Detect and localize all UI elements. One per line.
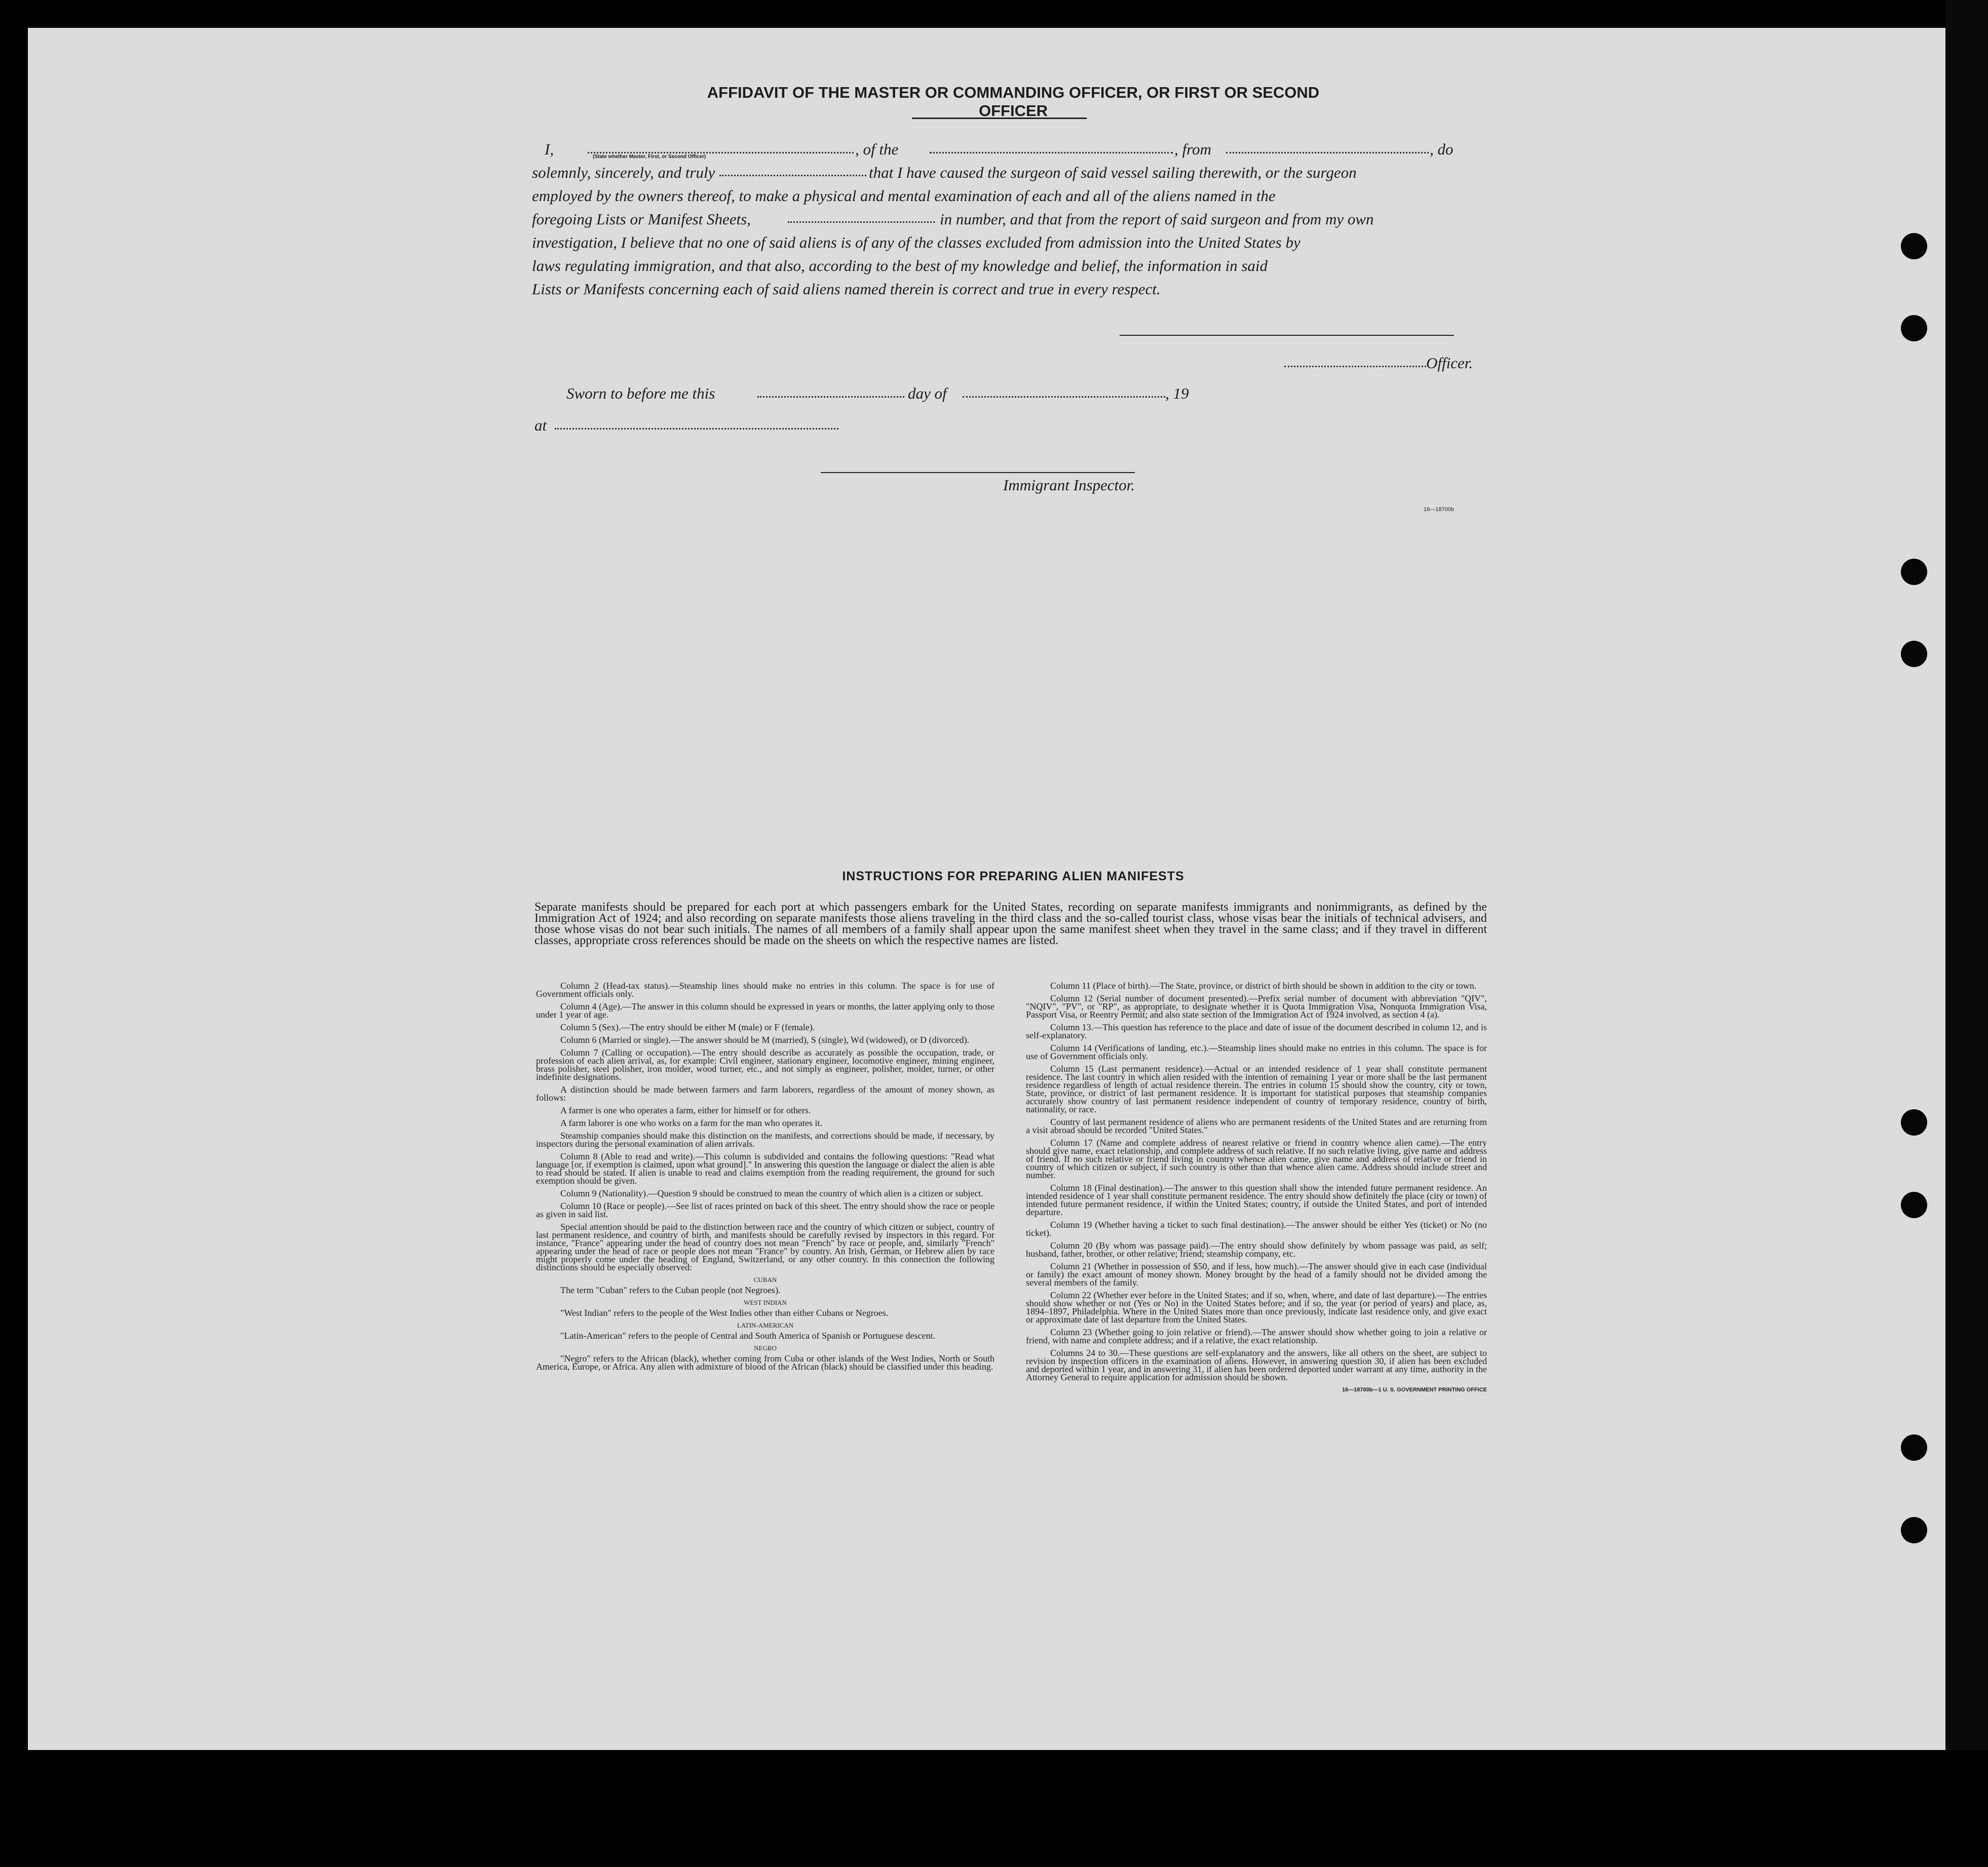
rank-note: (State whether Master, First, or Second Officer) bbox=[593, 154, 706, 160]
farm-laborer-definition: A farm laborer is one who works on a farm for the man who operates it. bbox=[560, 1118, 822, 1128]
place-blank bbox=[555, 428, 838, 430]
do-label: , do bbox=[1430, 140, 1454, 158]
affidavit-line6: laws regulating immigration, and that also, according to the best of my knowledge and belief, the information in said bbox=[532, 257, 1268, 275]
column-5-instruction: Column 5 (Sex).—The entry should be either M (male) or F (female). bbox=[560, 1022, 815, 1032]
latin-american-heading: LATIN-AMERICAN bbox=[737, 1321, 794, 1329]
sworn-day-blank bbox=[757, 396, 904, 398]
punch-hole bbox=[1901, 559, 1927, 585]
column-18-instruction: Column 18 (Final destination).—The answer to this question shall show the intended future permanent residence. An intended residence of 1 year shall constitute permanent residence. The entry should show definitely the place (city or town) of intended future permanent residence, if within the United States; country, if outside the United States, and port of intended departure. bbox=[1026, 1183, 1487, 1217]
title-underline bbox=[912, 118, 1087, 119]
swear-blank bbox=[719, 175, 866, 176]
printing-office-footer: 16—18700b—1 U. S. GOVERNMENT PRINTING OFFICE bbox=[1342, 1387, 1487, 1393]
from-blank bbox=[1226, 152, 1429, 153]
officer-blank bbox=[1284, 366, 1426, 367]
scan-border bbox=[1945, 0, 1988, 1750]
column-19-instruction: Column 19 (Whether having a ticket to such final destination).—The answer should be either Yes (ticket) or No (no ticket). bbox=[1026, 1220, 1487, 1238]
column-23-instruction: Column 23 (Whether going to join relative or friend).—The answer should show whether going to join a relative or friend, with name and complete address; and if a relative, the exact relationship. bbox=[1026, 1327, 1487, 1345]
west-indian-definition: "West Indian" refers to the people of the West Indies other than either Cubans or Negroes. bbox=[560, 1308, 889, 1318]
year-label: , 19 bbox=[1165, 384, 1189, 402]
affidavit-line5: investigation, I believe that no one of said aliens is of any of the classes excluded from admission into the United States by bbox=[532, 234, 1301, 251]
instructions-right-column bbox=[1026, 982, 1487, 1394]
punch-hole bbox=[1901, 315, 1927, 341]
column-2-instruction: Column 2 (Head-tax status).—Steamship lines should make no entries in this column. The space is for use of Government officials only. bbox=[536, 981, 995, 999]
affidavit-line3: employed by the owners thereof, to make a physical and mental examination of each and all of the aliens named in the bbox=[532, 187, 1276, 205]
inspector-line bbox=[821, 472, 1135, 473]
officer-rank-blank bbox=[588, 152, 854, 153]
farmer-definition: A farmer is one who operates a farm, either for himself or for others. bbox=[560, 1105, 811, 1115]
affidavit-I: I, bbox=[545, 140, 554, 158]
farmer-distinction: A distinction should be made between farmers and farm laborers, regardless of the amount of money shown, as follows: bbox=[536, 1084, 995, 1103]
cuban-heading: CUBAN bbox=[753, 1276, 777, 1283]
cuban-definition: The term "Cuban" refers to the Cuban people (not Negroes). bbox=[560, 1285, 781, 1295]
affidavit-line7: Lists or Manifests concerning each of said aliens named therein is correct and true in every respect. bbox=[532, 280, 1161, 298]
columns-24-30-instruction: Columns 24 to 30.—These questions are self-explanatory and the answers, like all others on the sheet, are subject to revision by inspection officers in the examination of aliens. However, in answering question 30, if alien has been excluded and deported within 1 year, and in answering 31, if alien has been ordered deported under warrant at any time, authority in the Attorney General to require application for admission should be shown. bbox=[1026, 1348, 1487, 1382]
instructions-left-column bbox=[536, 982, 995, 1375]
column-14-instruction: Column 14 (Verifications of landing, etc.).—Steamship lines should make no entries in this column. The space is for use of Government officials only. bbox=[1026, 1043, 1487, 1061]
affidavit-line4a: foregoing Lists or Manifest Sheets, bbox=[532, 210, 751, 228]
affidavit-title: AFFIDAVIT OF THE MASTER OR COMMANDING OFFICER, OR FIRST OR SECOND OFFICER bbox=[707, 84, 1320, 120]
punch-hole bbox=[1901, 1192, 1927, 1218]
west-indian-heading: WEST INDIAN bbox=[744, 1299, 787, 1306]
negro-heading: NEGRO bbox=[754, 1344, 777, 1352]
column-13-instruction: Column 13.—This question has reference to the place and date of issue of the document described in column 12, and is self-explanatory. bbox=[1026, 1022, 1487, 1040]
latin-american-definition: "Latin-American" refers to the people of Central and South America of Spanish or Portuguese descent. bbox=[560, 1331, 935, 1341]
instructions-intro: Separate manifests should be prepared for each port at which passengers embark for the United States, recording on separate manifests immigrants and nonimmigrants, as defined by the Immigration Act of 1924; and also recording on separate manifests those aliens traveling in the third class and the so-called tourist class, whose visas bear the initials of technical advisers, and those whose visas do not bear such initials. The names of all members of a family shall appear upon the same manifest sheet when they travel in the same class; and if they travel in different classes, appropriate cross references should be made on the sheets on which the respective names are listed. bbox=[534, 901, 1487, 947]
punch-hole bbox=[1901, 1517, 1927, 1543]
column-4-instruction: Column 4 (Age).—The answer in this column should be expressed in years or months, the latter applying only to those under 1 year of age. bbox=[536, 1001, 995, 1020]
residence-note: Country of last permanent residence of aliens who are permanent residents of the United States and are returning from a visit abroad should be recorded "United States." bbox=[1026, 1117, 1487, 1135]
column-9-instruction: Column 9 (Nationality).—Question 9 should be construed to mean the country of which alien is a citizen or subject. bbox=[560, 1188, 983, 1198]
signature-line bbox=[1120, 335, 1454, 336]
punch-hole bbox=[1901, 641, 1927, 667]
affidavit-line2: solemnly, sincerely, and truly bbox=[532, 164, 715, 181]
of-the-label: , of the bbox=[855, 140, 899, 158]
sworn-label: Sworn to before me this bbox=[566, 384, 715, 402]
punch-hole bbox=[1901, 233, 1927, 259]
negro-definition: "Negro" refers to the African (black), whether coming from Cuba or other islands of the West Indies, North or South America, Europe, or Africa. Any alien with admixture of blood of the African (black) should be classified under this heading. bbox=[536, 1353, 995, 1372]
affidavit-line2b: that I have caused the surgeon of said vessel sailing therewith, or the surgeon bbox=[869, 164, 1357, 181]
column-6-instruction: Column 6 (Married or single).—The answer should be M (married), S (single), Wd (widowed), or D (divorced). bbox=[560, 1035, 969, 1045]
count-blank bbox=[788, 221, 935, 223]
column-10-instruction: Column 10 (Race or people).—See list of races printed on back of this sheet. The entry should show the race or people as given in said list. bbox=[536, 1201, 995, 1219]
column-11-instruction: Column 11 (Place of birth).—The State, province, or district of birth should be shown in addition to the city or town. bbox=[1050, 981, 1477, 991]
steamship-distinction: Steamship companies should make this distinction on the manifests, and corrections should be made, if necessary, by inspectors during the personal examination of alien arrivals. bbox=[536, 1131, 995, 1149]
race-country-note: Special attention should be paid to the distinction between race and the country of which citizen or subject, country of last permanent residence, and country of birth, and manifests should be carefully revised by inspectors in this regard. For instance, "France" appearing under the head of country does not mean "French" by race or people, and, similarly "French" appearing under the head of race or people does not mean "France" by country. An Irish, German, or Hebrew alien by race might properly come under the heading of England, Switzerland, or any other country. In this connection the following distinctions should be especially observed: bbox=[536, 1222, 995, 1272]
at-label: at bbox=[534, 416, 547, 434]
column-17-instruction: Column 17 (Name and complete address of nearest relative or friend in country whence alien came).—The entry should give name, exact relationship, and complete address of such relative. If no such relative living, give name and address of friend. If no such relative or friend living in country whence alien came, give name and address of relative or friend in country of which citizen or subject, if such country is other than that whence alien came. Address should include street and number. bbox=[1026, 1138, 1487, 1180]
punch-hole bbox=[1901, 1109, 1927, 1136]
punch-hole bbox=[1901, 1434, 1927, 1461]
column-22-instruction: Column 22 (Whether ever before in the United States; and if so, when, where, and date of last departure).—The entries should show whether or not (Yes or No) in the United States before; and if so, the year (or period of years) and place, as, 1894–1897, Philadelphia. Where in the United States more than once previously, indicate last residence only, and give exact or approximate date of last departure from the United States. bbox=[1026, 1290, 1487, 1325]
column-12-instruction: Column 12 (Serial number of document presented).—Prefix serial number of document with abbreviation "QIV", "NQIV", "PV", or "RP", as appropriate, to designate whether it is Quota Immigration Visa, Nonquota Immigration Visa, Passport Visa, or Reentry Permit; and also state section of the Immigration Act of 1924 involved, as section 4 (a). bbox=[1026, 993, 1487, 1020]
officer-label: Officer. bbox=[1426, 354, 1473, 372]
column-20-instruction: Column 20 (By whom was passage paid).—The entry should show definitely by whom passage was paid, as self; husband, father, brother, or other relative; friend; steamship company, etc. bbox=[1026, 1240, 1487, 1259]
vessel-blank bbox=[930, 152, 1173, 153]
inspector-label: Immigrant Inspector. bbox=[1003, 476, 1135, 494]
column-21-instruction: Column 21 (Whether in possession of $50, and if less, how much).—The answer should give in each case (individual or family) the exact amount of money shown. Money brought by the head of a family should not be divided among the several members of the family. bbox=[1026, 1261, 1487, 1288]
affidavit-line4b: in number, and that from the report of said surgeon and from my own bbox=[940, 210, 1374, 228]
month-blank bbox=[963, 396, 1165, 398]
from-label: , from bbox=[1174, 140, 1211, 158]
day-of-label: day of bbox=[908, 384, 947, 402]
instructions-title: INSTRUCTIONS FOR PREPARING ALIEN MANIFESTS bbox=[842, 869, 1184, 883]
column-7-instruction: Column 7 (Calling or occupation).—The entry should describe as accurately as possible the occupation, trade, or profession of each alien arrival, as, for example: Civil engineer, stationary engineer, locomotive engineer, mining engineer, brass polisher, steel polisher, iron molder, wood turner, etc., and not simply as engineer, polisher, molder, turner, or other indefinite designations. bbox=[536, 1047, 995, 1082]
form-number: 16—18700b bbox=[1424, 507, 1454, 513]
column-15-instruction: Column 15 (Last permanent residence).—Actual or an intended residence of 1 year shall constitute permanent residence. The last country in which alien resided with the intention of remaining 1 year or more shall be the last permanent residence regardless of length of actual residence therein. The entries in column 15 should show the country, city or town, State, province, or district of last permanent residence. It is important for statistical purposes that steamship companies accurately show country of last permanent residence independent of country of temporary residence, country of birth, nationality, or race. bbox=[1026, 1064, 1487, 1114]
column-8-instruction: Column 8 (Able to read and write).—This column is subdivided and contains the following questions: "Read what language [or, if exemption is claimed, upon what ground]." In answering this question the language or dialect the alien is able to read should be stated. If alien is unable to read and claims exemption from the reading requirement, the ground for such exemption should be given. bbox=[536, 1151, 995, 1186]
